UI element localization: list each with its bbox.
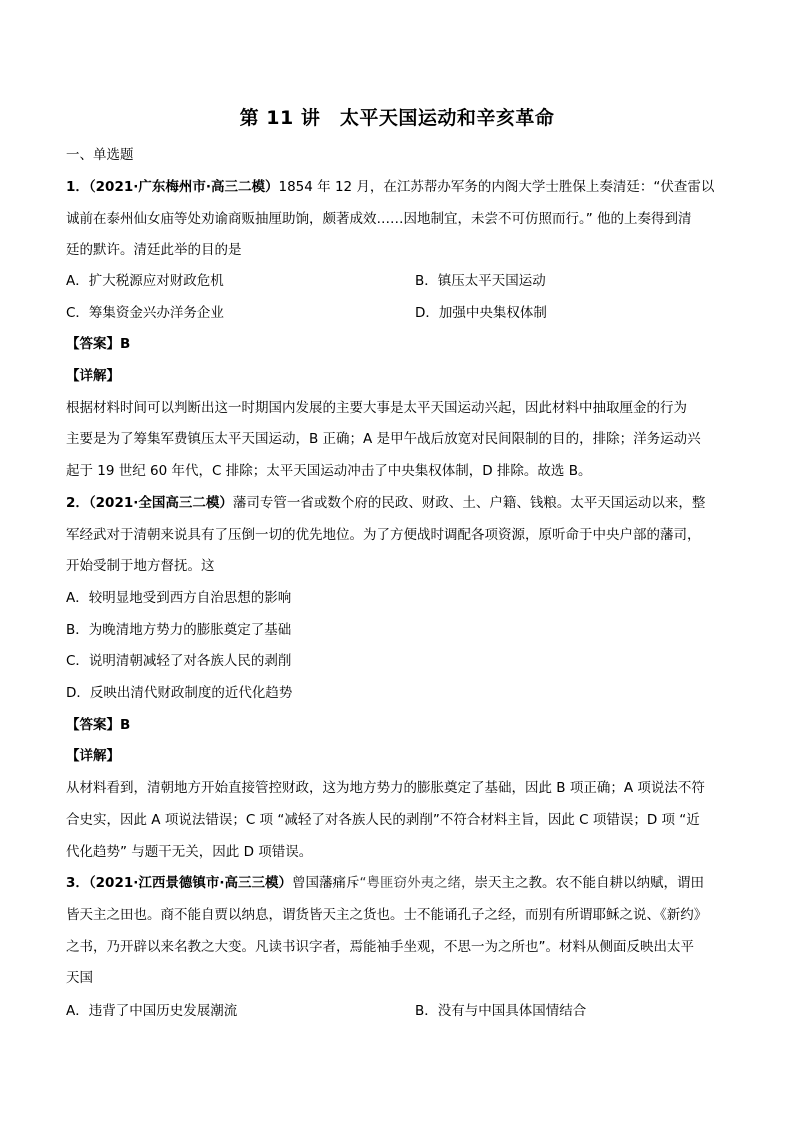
q3-stem-text-1b: 崇天主之教。农不能自耕以纳赋，谓田 — [474, 875, 704, 891]
q2-answer: 【答案】B — [66, 717, 131, 733]
q1-stem-line-2: 诚前在泰州仙女庙等处劝谕商贩抽厘助饷，颇著成效……因地制宜，未尝不可仿照而行。” 他的上奏得到清 — [66, 211, 692, 227]
q3-option-row-1 — [66, 1002, 587, 1020]
q2-option-a: A．较明显地受到西方自治思想的影响 — [66, 590, 292, 606]
page-title: 第 11 讲 太平天国运动和辛亥革命 — [239, 107, 555, 129]
q2-detail-line-2: 合史实，因此 A 项说法错误；C 项 “减轻了对各族人民的剥削”不符合材料主旨，因此 C 项错误；D 项 “近 — [66, 812, 700, 828]
q1-stem-line-3: 廷的默许。清廷此举的目的是 — [66, 242, 242, 258]
q2-stem-line-2: 军经武对于清朝来说具有了压倒一切的优先地位。为了方便战时调配各项资源，原听命于中央户部的藩司， — [66, 527, 701, 543]
q2-option-b: B．为晚清地方势力的膨胀奠定了基础 — [66, 622, 292, 638]
q3-option-b: B．没有与中国具体国情结合 — [415, 1003, 587, 1019]
q1-option-row-2 — [66, 304, 547, 322]
q1-source: （2021·广东梅州市·高三二模） — [88, 179, 279, 195]
q3-source: （2021·江西景德镇市·高三三模） — [88, 875, 292, 891]
q2-stem-line-1 — [66, 494, 705, 512]
q3-number: 3． — [66, 875, 89, 891]
q2-stem-text-1: 藩司专管一省或数个府的民政、财政、土、户籍、钱粮。太平天国运动以来，整 — [232, 495, 706, 511]
q3-stem-line-4: 天国 — [66, 970, 93, 986]
q3-stem-text-1: 曾国藩痛斥 — [292, 875, 360, 891]
q1-option-b: B．镇压太平天国运动 — [415, 273, 546, 289]
q1-detail-line-1: 根据材料时间可以判断出这一时期国内发展的主要大事是太平天国运动兴起，因此材料中抽取厘金的行为 — [66, 400, 687, 416]
q1-detail-line-2: 主要是为了筹集军费镇压太平天国运动，B 正确；A 是甲午战后放宽对民间限制的目的，排除；洋务运动兴 — [66, 431, 701, 447]
q1-option-c: C．筹集资金兴办洋务企业 — [66, 305, 224, 321]
q2-source: （2021·全国高三二模） — [88, 495, 233, 511]
q1-answer: 【答案】B — [66, 336, 131, 352]
q2-detail-heading: 【详解】 — [66, 748, 120, 764]
q1-number: 1． — [66, 179, 89, 195]
q2-stem-line-3: 开始受制于地方督抚。这 — [66, 558, 215, 574]
q1-stem-text-1: 1854 年 12 月，在江苏帮办军务的内阁大学士胜保上奏清廷：“伏查雷以 — [278, 179, 715, 195]
q1-detail-line-3: 起于 19 世纪 60 年代，C 排除；太平天国运动冲击了中央集权体制，D 排除。故选 B。 — [66, 463, 592, 479]
q1-option-row-1 — [66, 272, 546, 290]
q1-stem-line-1 — [66, 178, 714, 196]
section-heading: 一、单选题 — [66, 147, 134, 163]
q3-quote-start: “粤匪窃外夷之绪， — [359, 875, 475, 891]
q2-number: 2． — [66, 495, 89, 511]
q2-option-c: C．说明清朝减轻了对各族人民的剥削 — [66, 653, 292, 669]
q2-option-d: D．反映出清代财政制度的近代化趋势 — [66, 685, 293, 701]
q3-stem-line-3: 之书，乃开辟以来名教之大变。凡读书识字者，焉能袖手坐观，不思一为之所也”。材料从侧面反映出太平 — [66, 939, 694, 955]
q2-detail-line-3: 代化趋势” 与题干无关，因此 D 项错误。 — [66, 844, 313, 860]
q1-detail-heading: 【详解】 — [66, 368, 120, 384]
q1-option-d: D．加强中央集权体制 — [415, 305, 547, 321]
q3-option-a: A．违背了中国历史发展潮流 — [66, 1003, 238, 1019]
q1-option-a: A．扩大税源应对财政危机 — [66, 273, 224, 289]
q3-stem-line-1 — [66, 874, 704, 892]
q3-stem-line-2: 皆天主之田也。商不能自贾以纳息，谓货皆天主之货也。士不能诵孔子之经，而别有所谓耶稣之说、《新约》 — [66, 907, 708, 923]
q2-detail-line-1: 从材料看到，清朝地方开始直接管控财政，这为地方势力的膨胀奠定了基础，因此 B 项正确；A 项说法不符 — [66, 780, 705, 796]
